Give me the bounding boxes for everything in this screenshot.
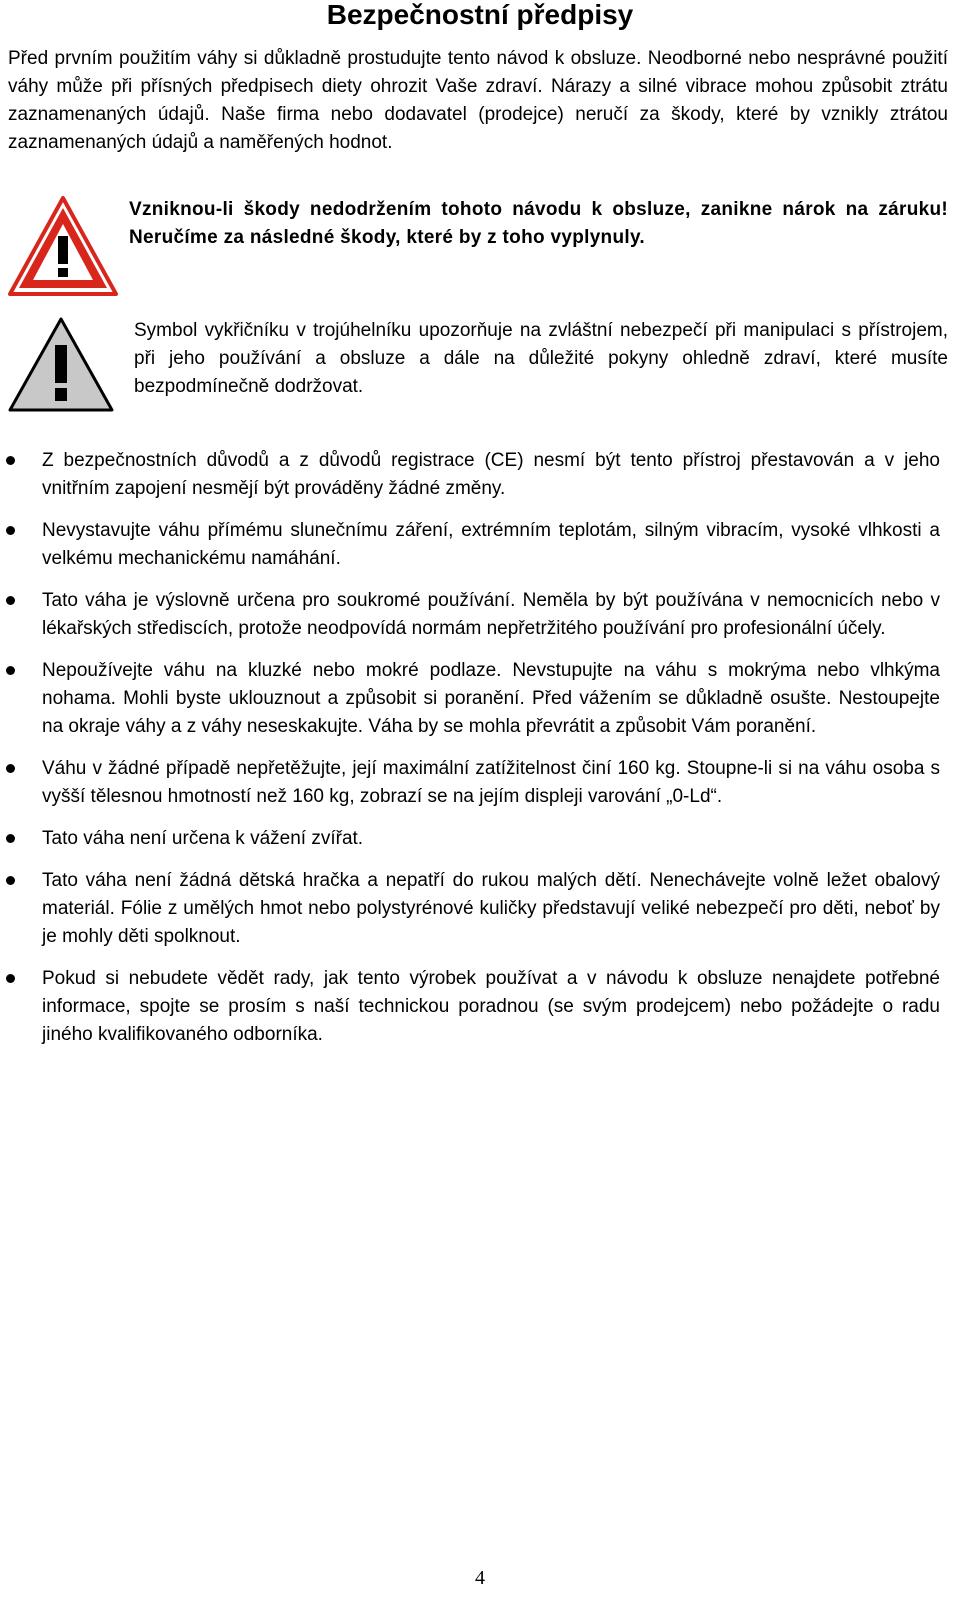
list-item-text: Tato váha není určena k vážení zvířat. xyxy=(42,828,364,849)
list-item xyxy=(0,965,940,1049)
list-item xyxy=(0,587,940,643)
symbol-explanation-text: Symbol vykřičníku v trojúhelníku upozorňuje na zvláštní nebezpečí při manipulaci s přístrojem, při jeho používání a obsluze a dále na důležité pokyny ohledně zdraví, které musíte bezpodmínečně dodržovat. xyxy=(134,320,948,397)
warning-triangle-red-icon xyxy=(8,196,118,298)
bullet-icon xyxy=(6,834,15,843)
list-item-text: Váhu v žádné případě nepřetěžujte, její maximální zatížitelnost činí 160 kg. Stoupne-li si na váhu osoba s vyšší tělesnou hmotností než 160 kg, zobrazí se na jejím displeji varování „0-Ld“. xyxy=(42,758,940,807)
warning-triangle-gray-icon xyxy=(8,317,114,413)
symbol-explanation-block xyxy=(8,317,948,415)
warranty-warning-block xyxy=(8,196,948,300)
safety-bullet-list xyxy=(0,447,960,1063)
bullet-icon xyxy=(6,596,15,605)
list-item-text: Nevystavujte váhu přímému slunečnímu záření, extrémním teplotám, silným vibracím, vysoké vlhkosti a velkému mechanickému namáhání. xyxy=(42,520,940,569)
list-item xyxy=(0,755,940,811)
list-item xyxy=(0,825,940,853)
list-item-text: Z bezpečnostních důvodů a z důvodů registrace (CE) nesmí být tento přístroj přestavován a v jeho vnitřním zapojení nesmějí být prováděny žádné změny. xyxy=(42,450,940,499)
bullet-icon xyxy=(6,764,15,773)
warranty-warning-text: Vzniknou-li škody nedodržením tohoto návodu k obsluze, zanikne nárok na záruku! Neručíme za následné škody, které by z toho vyplynuly. xyxy=(129,199,948,248)
list-item-text: Tato váha je výslovně určena pro soukromé používání. Neměla by být používána v nemocnicích nebo v lékařských střediscích, protože neodpovídá normám nepřetržitého používání pro profesionální účely. xyxy=(42,590,940,639)
bullet-icon xyxy=(6,974,15,983)
list-item xyxy=(0,867,940,951)
page-number: 4 xyxy=(475,1567,485,1589)
bullet-icon xyxy=(6,666,15,675)
page-title: Bezpečnostní předpisy xyxy=(326,0,634,30)
intro-paragraph: Před prvním použitím váhy si důkladně prostudujte tento návod k obsluze. Neodborné nebo nesprávné použití váhy může při přísných předpisech diety ohrozit Vaše zdraví. Nárazy a silné vibrace mohou způsobit ztrátu zaznamenaných údajů. Naše firma nebo dodavatel (prodejce) neručí za škody, které by vznikly ztrátou zaznamenaných údajů a naměřených hodnot. xyxy=(8,48,948,153)
list-item xyxy=(0,517,940,573)
bullet-icon xyxy=(6,876,15,885)
list-item xyxy=(0,657,940,741)
list-item-text: Tato váha není žádná dětská hračka a nepatří do rukou malých dětí. Nenechávejte volně ležet obalový materiál. Fólie z umělých hmot nebo polystyrénové kuličky představují veliké nebezpečí pro děti, neboť by je mohly děti spolknout. xyxy=(42,870,940,947)
list-item-text: Nepoužívejte váhu na kluzké nebo mokré podlaze. Nevstupujte na váhu s mokrýma nebo vlhkýma nohama. Mohli byste uklouznout a způsobit si poranění. Před vážením se důkladně osušte. Nestoupejte na okraje váhy a z váhy neseskakujte. Váha by se mohla převrátit a způsobit Vám poranění. xyxy=(42,660,940,737)
list-item xyxy=(0,447,940,503)
bullet-icon xyxy=(6,526,15,535)
list-item-text: Pokud si nebudete vědět rady, jak tento výrobek používat a v návodu k obsluze nenajdete potřebné informace, spojte se prosím s naší technickou poradnou (se svým prodejcem) nebo požádejte o radu jiného kvalifikovaného odborníka. xyxy=(42,968,940,1045)
bullet-icon xyxy=(6,456,15,465)
